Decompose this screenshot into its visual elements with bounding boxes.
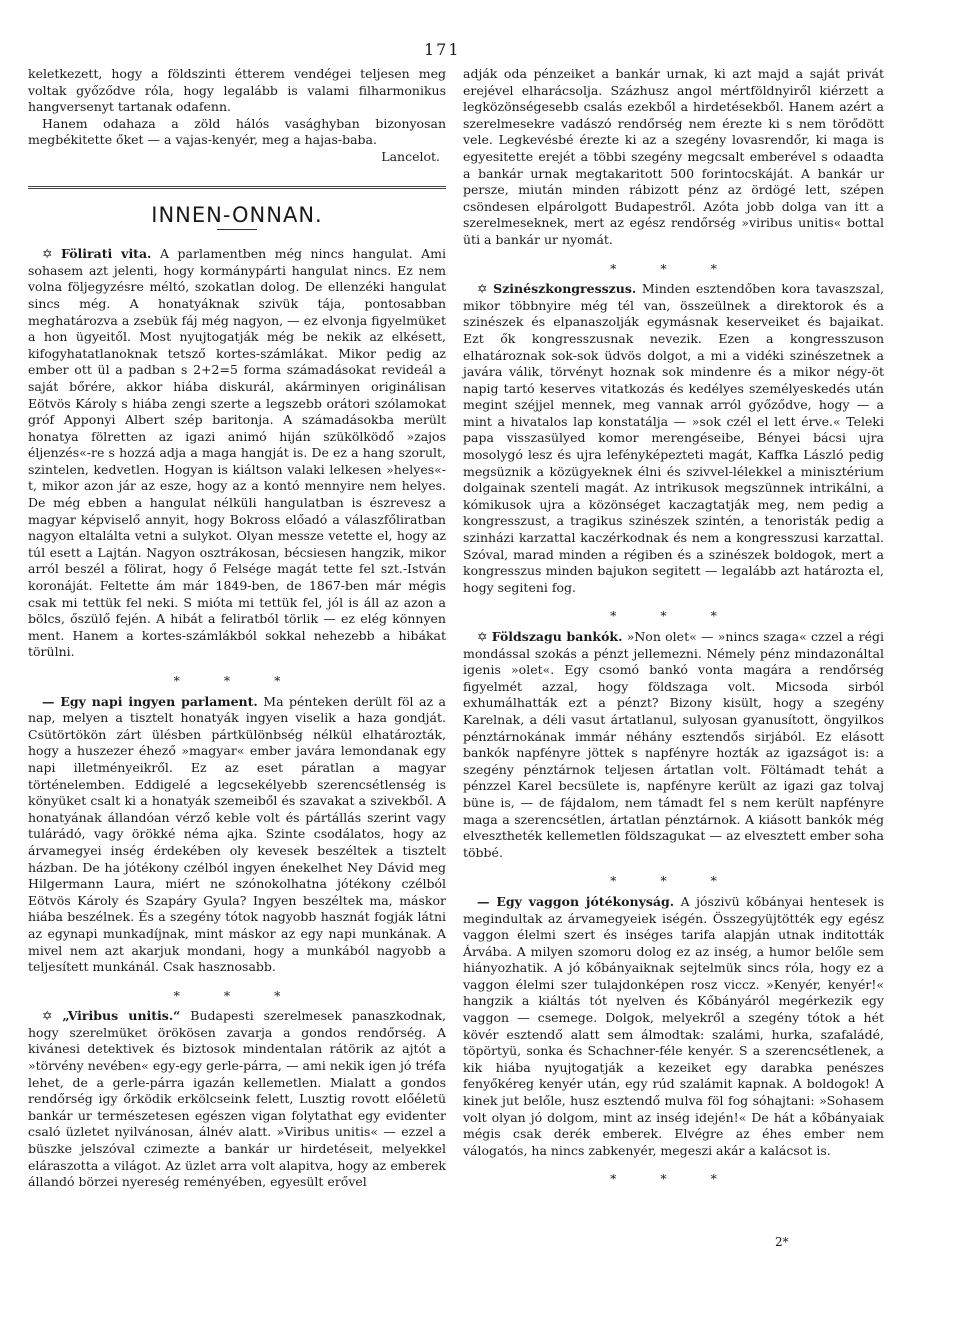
asterism-divider: * * *	[610, 873, 737, 889]
asterism-divider: * * *	[610, 1171, 737, 1187]
star-ornament-icon: ✡	[42, 246, 53, 262]
short-rule-divider	[217, 229, 257, 230]
article	[463, 894, 884, 1160]
author-signature: Lancelot.	[381, 148, 440, 164]
article-title: — Egy vaggon jótékonyság.	[477, 893, 675, 909]
signature-mark: 2*	[775, 1235, 789, 1249]
double-rule-divider	[28, 186, 446, 189]
asterism-divider: * * *	[610, 608, 737, 624]
star-ornament-icon: ✡	[477, 629, 488, 644]
article	[463, 629, 884, 861]
paragraph: keletkezett, hogy a földszinti étterem vendégei teljesen meg voltak győződve róla, hogy legalább is valami filharmonikus hangversenyt tartanak odafenn.	[28, 66, 446, 115]
article-body: Budapesti szerelmesek panaszkodnak, hogy szerelmüket örökösen zavarja a gondos rendőrség. A kivánesi detektivek és biztosok mindentalan rátörik az ajtót a »törvény nevében« egy-egy gerle-párra, — ami nekik igen jó tréfa lehet, de a gerle-párra igazán kellemetlen. Mialatt a gondos rendőrség igy őrködik erkölcseink felett, Lusztig rovott előéletü bankár ur természetesen egészen vigan folytathat egy evidenter csaló üzletet nyilvánosan, álnév alatt. »Viribus unitis« — ezzel a büszke jelszóval czimezte a bankár ur hirdetéseit, melyekkel eláraszotta a világot. Az üzlet arra volt alapitva, hogy az emberek állandó börzei nyereség reményében, egyesült erővel	[28, 1008, 446, 1190]
right-column	[463, 66, 884, 1192]
page-number: 171	[424, 40, 461, 59]
article	[28, 1008, 446, 1191]
article	[28, 246, 446, 661]
article	[28, 694, 446, 976]
asterism-divider: * * *	[173, 673, 301, 688]
section-heading: INNEN-ONNAN.	[151, 202, 323, 227]
paragraph: adják oda pénzeiket a bankár urnak, ki azt majd a saját privát erejével elharácsolja. Százhusz angol mértföldnyiről kiérzett a legközönségesebb csalás ezekből a hirdetésekből. Hanem azért a szerelmesekre vadászó rendőrség nem érezte ki s nem törődött vele. Legkevésbé érezte ki az a szegény lovasrendőr, ki maga is egyesitette erejét a többi szegény megcsalt emberével s odaadta a bankár urnak megtakaritott 500 forintocskáját. A bankár ur persze, miután minden rábizott pénz az ördögé lett, szépen csöndesen elpárolgott Budapestről. Azóta jobb dolga van itt a szerelmeseknek, mert az egész rendőrség »viribus unitis« bottal üti a bankár ur nyomát.	[463, 66, 884, 247]
article-title: — Egy napi ingyen parlament.	[42, 693, 258, 709]
article-title: Fölirati vita.	[61, 246, 152, 262]
paragraph: Hanem odahaza a zöld hálós vasághyban bizonyosan megbékitette őket — a vajas-kenyér, meg a hajas-baba.	[28, 115, 446, 148]
asterism-divider: * * *	[173, 987, 301, 1003]
article-body: A parlamentben még nincs hangulat. Ami sohasem azt jelenti, hogy kormánypárti hangulat nincs. Ez nem volna följegyzésre méltó, szokatlan dolog. De ellenzéki hangulat sincs még. A honatyáknak szivük tája, pontosabban meghatározva a zsebük fáj még nagyon, — ez elvonja figyelmüket a hon ügyeitől. Most nyujtogatják még be nekik az elkésett, kifogyhatatlanoknak tetsző kortes-számlákat. Mikor pedig az ember ott ül a padban s 2+2=5 forma számadásokat revideál a saját bőrére, akkor hiába diskurál, akárminyen originálisan Eötvös Károly s hiába zengi szerte a legszebb orátori szólamokat gróf Apponyi Albert szép baritonja. A számadásokba merült honatya fölretten az igazi animó hiján szükölködő »zajos éljenzés«-re s hozzá adja a maga hangját is. De ez a hang szorult, szintelen, kedvetlen. Hogyan is kiáltson valaki lelkesen »helyes«-t, mikor azon jár az esze, hogy az a kontó mennyire nem helyes. De még ebben a hangulat nélküli hangulatban is észrevesz a magyar képviselő annyit, hogy Bokross előadó a válaszfőliratban nagyon eltalálta vetni a sulykot. Olyan messze vetette el, hogy az túl esett a Lajtán. Nagyon osztrákosan, bécsiesen hangzik, mikor arról beszél a fölirat, hogy ő Felsége magát tette fel szt.-István koronáját. Feltette ám már 1849-ben, de 1867-ben már mégis csak mi tettük fel neki. S mióta mi tettük fel, jól is áll az azon a bölcs, őszülő fején. A hibát a feliratból törlik — ez elég könnyen ment. Hanem a kortes-számlákból sokkal nehezebb a hibákat törülni.	[28, 246, 447, 660]
article-body: Ma pénteken derült föl az a nap, melyen a tisztelt honatyák ingyen viselik a haza gondját. Csütörtökön zárt ülésben pártkülönbség nélkül elhatározták, hogy a huszezer éhező »magyar« ember javára lemondanak egy napi illetményeikről. Ez az eset páratlan a magyar történelemben. Eddigelé a legcsekélyebb szerencsétlenség is könyüket csalt ki a honatyák szemeiből és szavakat a szivekből. A honatyának állandóan vérző keble volt és pártállás szerint vagy tulárádó, vagy örökké néma ajka. Szinte csodálatos, hogy az árvamegyei inség érdekében oly kevesek beszéltek a tisztelt házban. De ha jótékony czélból ingyen énekelhet Ney Dávid meg Hilgermann Laura, miért ne szónokolhatna jótékony czélból Eötvös Károly és Szapáry Gyula? Ingyen beszéltek ma, máskor hiába beszélnek. És a szegény tótok nagyobb hasznát fogják látni az egynapi munkadíjnak, mint máskor az egy napi munkának. A mivel nem azt akarjuk mondani, hogy a munkából nagyobb a teljesített munkánál. Csak hasznosabb.	[28, 693, 446, 975]
asterism-divider: * * *	[610, 260, 737, 276]
article-body: Minden esztendőben kora tavaszszal, mikor többnyire még tél van, összeülnek a direktorok és a szinészek és elpanaszolják egymásnak keserveiket és bajaikat. Ezt ők kongresszusnak nevezik. Ezen a kongresszuson elhatároznak sok-sok üdvös dolgot, a mi a vidéki szinészetnek a javára válik, törvényt hoznak sok mindenre és a mikor négy-öt napig tartó keserves vitatkozás és kedélyes személyeskedés után megint széjjel mennek, meg vannak arról győződve, hogy — a mint a hivatalos lap konstatálja — »sok czél el lett érve.« Teleki papa visszasülyed komor merengéseibe, Bényei bácsi ujra mosolygó lesz és ujra lefényképezteti magát, Kaffka László pedig megsüznik a közügyeknek élni és szivvel-lélekkel a minisztérium dolgainak szenteli magát. Az intrikusok megszünnek intrikálni, a kómikusok ujra a közönséget kaczagtatják meg, nem pedig a kongresszust, a tragikus szinészek szintén, a tenoristák pedig a szinházi karzattal kaczérkodnak és nem a kongresszusi karzattal. Szóval, marad minden a régiben és a szinészek boldogok, mert a kongresszus minden bajukon segitett — legalább azt határozta el, hogy segiteni fog.	[463, 281, 884, 595]
left-column	[28, 66, 446, 1191]
article-body: A jószivü kőbányai hentesek is megindultak az árvamegyeiek iségén. Összegyüjtötték egy egész vaggon élelmi szert és inséges tarifa alapján utnak inditották Árvába. A milyen szomoru dolog ez az inség, a humor belőle sem hiányozhatik. A jó kőbányaiknak sejtelmük sincs róla, hogy ez a vaggon élelmi szer tulajdonképen rosz viccz. »Kenyér, kenyér!« hangzik a kiáltás tót nyelven és Kőbányáról megérkezik egy vaggon — csemege. Dolgok, melyekről a szegény tótok a hét kövér esztendő alatt sem álmodtak: szalámi, hurka, szafaládé, töpörtyü, sonka és Schachner-féle kenyér. S a szerencsétlenek, a kik hiába nyujtogatják a kezeiket egy darabka penészes fenyőkéreg kenyér után, egy rúd szalámit kapnak. A boldogok! A kinek jut belőle, husz esztendő mulva föl fog sóhajtani: »Sohasem volt olyan jó dolgom, mint az inség idején!« De hát a kőbányaiak mégis csak derék emberek. Elvégre az éhes ember nem válogatós, ha nincs zabkenyér, megeszi akár a kalácsot is.	[463, 893, 884, 1158]
article-title: Földszagu bankók.	[491, 629, 623, 644]
article	[463, 281, 884, 596]
article-title: Szinészkongresszus.	[493, 281, 637, 297]
star-ornament-icon: ✡	[477, 281, 488, 297]
star-ornament-icon: ✡	[42, 1008, 53, 1024]
article-title: „Viribus unitis.“	[62, 1008, 181, 1024]
article-body: »Non olet« — »nincs szaga« czzel a régi mondással szokás a pénzt jellemezni. Némely pénz mindazonáltal igenis »olet«. Egy csomó bankó vonta magára a rendőrség figyelmét azzal, hogy földszaga volt. Micsoda sirból exhumálhatták ezt a pénzt? Bizony kisült, hogy a szegény Karelnak, a déli vasut ártatlanul, sulyosan gyanusított, öngyilkos pénztárnokának immár néhány esztendős sirjából. Ez elásott bankók napfényre jöttek s napfényre hozták az igazságot is: a szegény pénztárnok teljesen ártatlan volt. Föltámadt tehát a pénzzel Karel becsülete is, napfényre került az igazi gaz tolvaj büne is, — de fájdalom, nem támadt fel s nem került napfényre maga a szerencsétlen, ártatlan pénztárnok. A kiásott bankók még elvesztheték kellemetlen földszagukat — az elvesztett ember soha többé.	[463, 629, 884, 860]
